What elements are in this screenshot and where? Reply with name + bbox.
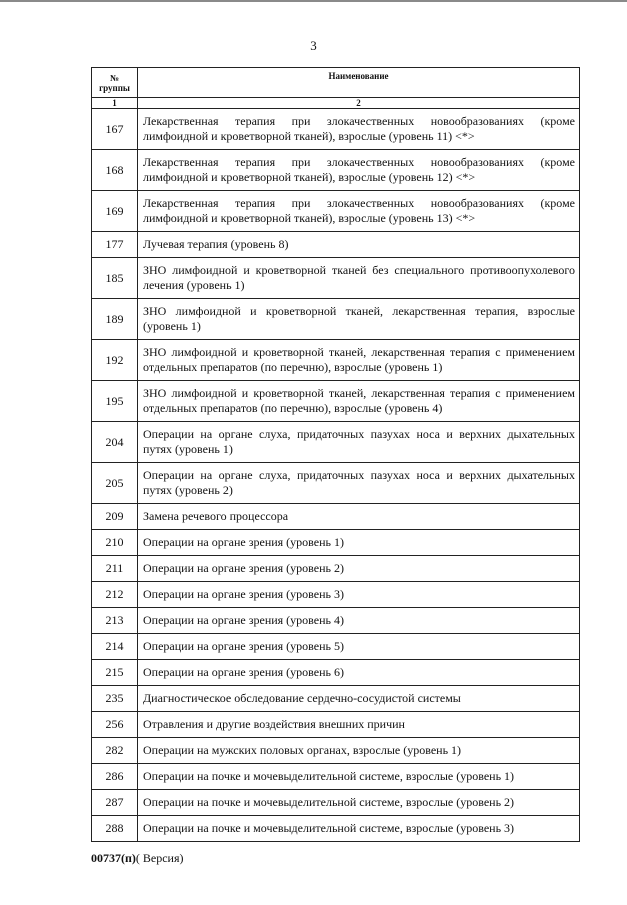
table-row: [92, 582, 580, 608]
group-number: 282: [92, 738, 138, 764]
table-row: [92, 340, 580, 381]
group-name: Лекарственная терапия при злокачественных новообразованиях (кроме лимфоидной и кроветворной тканей), взрослые (уровень 12) <*>: [138, 150, 580, 191]
group-name: Операции на мужских половых органах, взрослые (уровень 1): [138, 738, 580, 764]
group-number: 235: [92, 686, 138, 712]
group-name: Операции на почке и мочевыделительной системе, взрослые (уровень 3): [138, 816, 580, 842]
table-row: [92, 299, 580, 340]
group-number: 211: [92, 556, 138, 582]
group-number: 212: [92, 582, 138, 608]
table-row: [92, 634, 580, 660]
group-name: Лекарственная терапия при злокачественных новообразованиях (кроме лимфоидной и кроветворной тканей), взрослые (уровень 11) <*>: [138, 109, 580, 150]
table-row: [92, 530, 580, 556]
table-row: [92, 422, 580, 463]
group-number: 286: [92, 764, 138, 790]
group-name: Операции на органе зрения (уровень 1): [138, 530, 580, 556]
group-name: Операции на почке и мочевыделительной системе, взрослые (уровень 1): [138, 764, 580, 790]
table-row: [92, 738, 580, 764]
group-name: Диагностическое обследование сердечно-сосудистой системы: [138, 686, 580, 712]
group-name: ЗНО лимфоидной и кроветворной тканей, лекарственная терапия с применением отдельных препаратов (по перечню), взрослые (уровень 4): [138, 381, 580, 422]
table-row: [92, 816, 580, 842]
table-row: [92, 381, 580, 422]
document-code: 00737(п): [91, 851, 136, 865]
table-row: [92, 608, 580, 634]
group-number: 169: [92, 191, 138, 232]
group-number: 214: [92, 634, 138, 660]
group-name: Операции на органе зрения (уровень 6): [138, 660, 580, 686]
group-number: 195: [92, 381, 138, 422]
group-name: Операции на органе слуха, придаточных пазухах носа и верхних дыхательных путях (уровень 1): [138, 422, 580, 463]
page-number: 3: [310, 38, 317, 53]
group-number: 185: [92, 258, 138, 299]
table-row: [92, 504, 580, 530]
header-col-number-2: 2: [138, 98, 580, 109]
group-name: Операции на органе зрения (уровень 2): [138, 556, 580, 582]
group-number: 288: [92, 816, 138, 842]
group-number: 189: [92, 299, 138, 340]
group-name: Лучевая терапия (уровень 8): [138, 232, 580, 258]
table-row: [92, 712, 580, 738]
group-name: Операции на почке и мочевыделительной системе, взрослые (уровень 2): [138, 790, 580, 816]
group-number: 213: [92, 608, 138, 634]
document-version: ( Версия): [135, 851, 184, 865]
table-row: [92, 556, 580, 582]
header-group-no: № группы: [92, 68, 138, 98]
group-table: [91, 67, 580, 842]
group-name: ЗНО лимфоидной и кроветворной тканей, лекарственная терапия с применением отдельных препаратов (по перечню), взрослые (уровень 1): [138, 340, 580, 381]
group-number: 167: [92, 109, 138, 150]
group-name: Лекарственная терапия при злокачественных новообразованиях (кроме лимфоидной и кроветворной тканей), взрослые (уровень 13) <*>: [138, 191, 580, 232]
group-name: Операции на органе зрения (уровень 3): [138, 582, 580, 608]
group-name: Операции на органе зрения (уровень 5): [138, 634, 580, 660]
group-name: ЗНО лимфоидной и кроветворной тканей, лекарственная терапия, взрослые (уровень 1): [138, 299, 580, 340]
group-name: Операции на органе слуха, придаточных пазухах носа и верхних дыхательных путях (уровень 2): [138, 463, 580, 504]
table-row: [92, 790, 580, 816]
group-number: 210: [92, 530, 138, 556]
group-number: 256: [92, 712, 138, 738]
header-name: Наименование: [138, 68, 580, 98]
group-number: 205: [92, 463, 138, 504]
table-row: [92, 258, 580, 299]
scan-top-edge: [0, 0, 627, 2]
group-number: 168: [92, 150, 138, 191]
group-number: 177: [92, 232, 138, 258]
group-number: 215: [92, 660, 138, 686]
table-row: [92, 191, 580, 232]
table-row: [92, 232, 580, 258]
table-row: [92, 660, 580, 686]
table-row: [92, 686, 580, 712]
table-row: [92, 463, 580, 504]
table-row: [92, 109, 580, 150]
document-footer: [91, 851, 184, 866]
table-row: [92, 150, 580, 191]
group-number: 209: [92, 504, 138, 530]
group-name: Замена речевого процессора: [138, 504, 580, 530]
header-col-number-1: 1: [92, 98, 138, 109]
group-name: Отравления и другие воздействия внешних причин: [138, 712, 580, 738]
group-number: 192: [92, 340, 138, 381]
group-name: ЗНО лимфоидной и кроветворной тканей без специального противоопухолевого лечения (уровень 1): [138, 258, 580, 299]
group-name: Операции на органе зрения (уровень 4): [138, 608, 580, 634]
group-number: 204: [92, 422, 138, 463]
table-row: [92, 764, 580, 790]
group-number: 287: [92, 790, 138, 816]
